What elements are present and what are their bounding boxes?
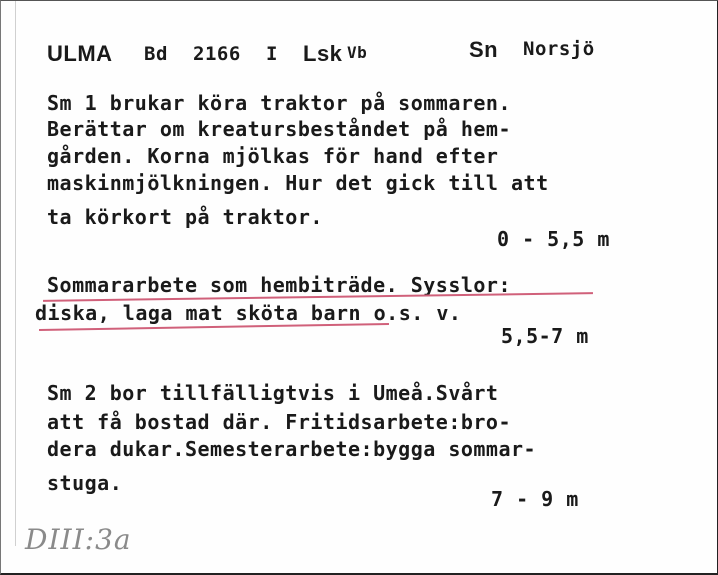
section-1-line-3: gården. Korna mjölkas för hand efter [47, 144, 499, 168]
volume-number: 2166 [193, 43, 241, 65]
section-3-line-1: Sm 2 bor tillfälligtvis i Umeå.Svårt [47, 381, 499, 405]
section-1-line-2: Berättar om kreatursbeståndet på hem- [47, 117, 512, 141]
section-1-line-4: maskinmjölkningen. Hur det gick till att [47, 171, 549, 195]
section-3-line-4: stuga. [47, 471, 123, 495]
card-margin-line [15, 1, 16, 546]
section-3-line-3: dera dukar.Semesterarbete:bygga sommar- [47, 437, 537, 461]
section-1-line-5: ta körkort på traktor. [47, 205, 323, 229]
section-1-time: 0 - 5,5 m [497, 227, 610, 251]
archive-label: ULMA [47, 41, 113, 66]
pencil-signum: DIII:3a [25, 523, 132, 556]
socken-label: Sn [469, 37, 499, 62]
section-1-line-1: Sm 1 brukar köra traktor på sommaren. [47, 91, 512, 115]
section-2-line-1: Sommararbete som hembiträde. Sysslor: [47, 273, 512, 297]
section-3-time: 7 - 9 m [491, 487, 579, 511]
landskap-code: Vb [347, 43, 368, 62]
section-3-line-2: att få bostad där. Fritidsarbete:bro- [47, 410, 512, 434]
volume-label: Bd [144, 43, 168, 65]
section-2-time: 5,5-7 m [501, 324, 589, 348]
socken-name: Norsjö [523, 38, 595, 60]
landskap-label: Lsk [303, 41, 343, 66]
section-2-line-2: diska, laga mat sköta barn o.s. v. [35, 301, 462, 325]
volume-part: I [266, 43, 278, 65]
